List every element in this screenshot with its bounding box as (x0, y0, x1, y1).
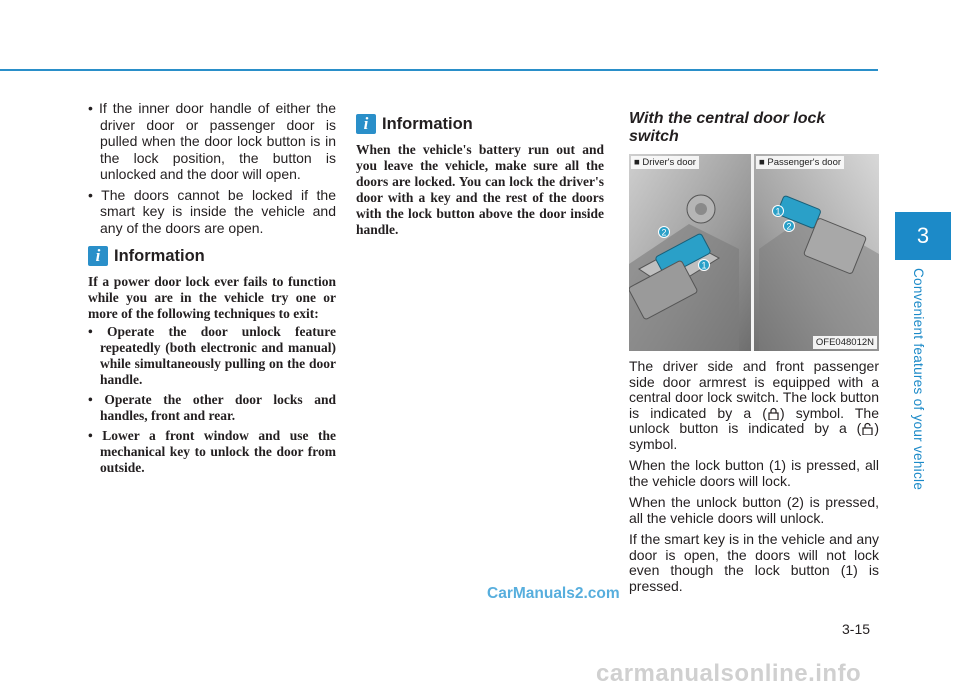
info-heading (88, 246, 336, 266)
callout-1-right: 1 (775, 206, 781, 217)
chapter-title: Convenient features of your vehicle (911, 268, 926, 491)
info-list (88, 324, 336, 476)
info-list-item: • Operate the other door locks and handles, front and rear. (88, 392, 336, 424)
section-title: With the central door lock switch (629, 110, 826, 145)
info-body: When the vehicle's battery run out and you leave the vehicle, make sure all the doors are locked. You can lock the driver's door with a key and the rest of the doors with the lock button above the door inside handle. (356, 142, 604, 237)
callout-2-right: 2 (786, 221, 792, 232)
paragraph-unlock-button: When the unlock button (2) is pressed, all the vehicle doors will unlock. (629, 494, 879, 526)
info-title: Information (382, 114, 473, 133)
text-span: The driver side and front passenger side door armrest is equipped with a central door lock switch. The lock button is indicated by a ( (629, 358, 879, 421)
figure-label-passengers-door: ■ Passenger's door (756, 156, 844, 169)
bullet-list (88, 100, 336, 236)
info-list-item: • Lower a front window and use the mechanical key to unlock the door from outside. (88, 428, 336, 476)
watermark-bottom: carmanualsonline.info (596, 660, 862, 687)
callout-2-left: 2 (661, 227, 667, 238)
paragraph-lock-button: When the lock button (1) is pressed, all the vehicle doors will lock. (629, 457, 879, 489)
watermark-site: CarManuals2.com (487, 585, 620, 602)
paragraph-smart-key: If the smart key is in the vehicle and any door is open, the doors will not lock even though the lock button (1) is pressed. (629, 531, 879, 594)
column-middle (356, 100, 604, 240)
text-span: ) symbol. (629, 420, 879, 452)
info-icon: i (88, 246, 108, 266)
figure-code: OFE048012N (813, 336, 877, 349)
chapter-number-tab (895, 212, 951, 260)
info-intro: If a power door lock ever fails to function while you are in the vehicle try one or more of the following techniques to exit: (88, 274, 336, 321)
chapter-number: 3 (916, 223, 930, 248)
bullet-item: • The doors cannot be locked if the smart key is inside the vehicle and any of the doors are open. (88, 187, 336, 237)
page-number: 3-15 (842, 621, 871, 637)
callout-1-left: 1 (701, 260, 707, 271)
paragraph-lock-switch (629, 359, 879, 452)
header-rule (0, 69, 878, 71)
figure-label-drivers-door: ■ Driver's door (631, 156, 699, 169)
column-left (88, 100, 336, 480)
column-right (629, 100, 879, 600)
door-switch-illustration (629, 154, 879, 351)
lock-icon (767, 407, 780, 420)
info-icon: i (356, 114, 376, 134)
door-switch-figure (629, 154, 879, 351)
info-title: Information (114, 246, 205, 265)
text-span: ) symbol. The unlock button is indicated by a ( (629, 404, 879, 436)
unlock-icon (861, 422, 874, 435)
bullet-item: • If the inner door handle of either the driver door or passenger door is pulled when the door lock button is in the lock position, the button is unlocked and the door will open. (88, 100, 336, 183)
info-heading (356, 114, 604, 134)
info-list-item: • Operate the door unlock feature repeatedly (both electronic and manual) while simultaneously pulling on the door handle. (88, 324, 336, 388)
